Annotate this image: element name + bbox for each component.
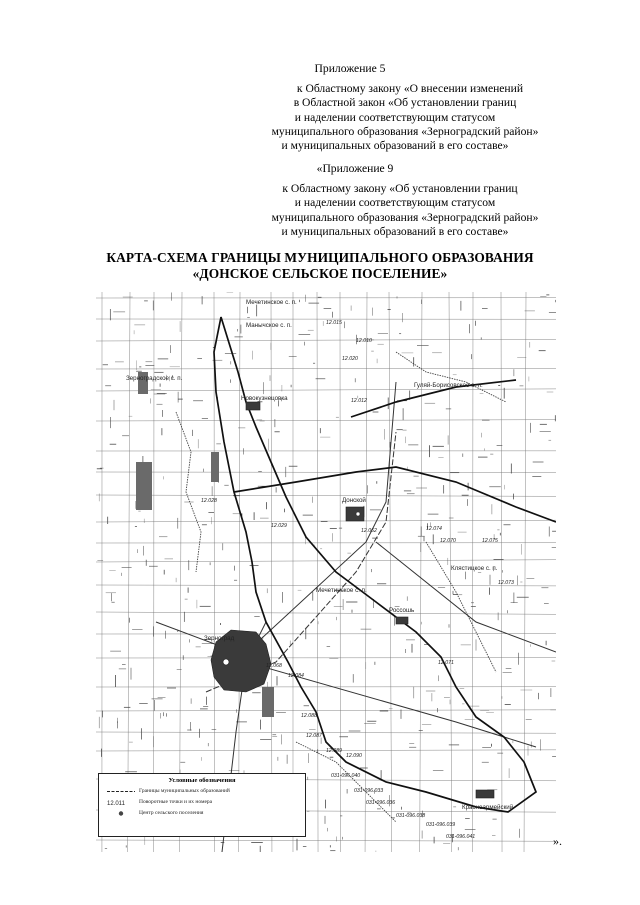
turning-point-label: 12.088	[301, 713, 317, 719]
boundary-line-icon	[107, 788, 135, 795]
turning-point-label: 12.015	[326, 320, 342, 326]
legend-title: Условные обозначения	[168, 777, 236, 784]
road	[376, 542, 556, 652]
turning-point-label: 12.084	[288, 673, 304, 679]
annex-5-line: к Областному закону «О внесении изменений	[296, 82, 524, 96]
road	[236, 382, 396, 662]
turning-point-label: 031-096.039	[426, 822, 456, 828]
legend-item	[99, 787, 305, 798]
turning-point-label: 031-096.036	[366, 800, 396, 806]
center-marker	[356, 512, 360, 516]
field-line	[317, 292, 318, 852]
field-line	[420, 292, 422, 852]
map-place-label: Мечетинское с. п.	[246, 299, 297, 306]
map-title-line-1: КАРТА-СХЕМА ГРАНИЦЫ МУНИЦИПАЛЬНОГО ОБРАЗОВАНИЯ	[106, 250, 534, 265]
annex-9-line: и наделении соответствующим статусом	[294, 196, 496, 210]
turning-point-label: 12.010	[356, 338, 372, 344]
stream	[396, 352, 506, 402]
settlement-krasnoarmeysky	[476, 790, 494, 798]
map-place-label: Зерноград	[204, 635, 235, 642]
municipal-boundary	[214, 317, 556, 812]
turning-point-label: 12.071	[438, 660, 454, 666]
svg-text:12.011: 12.011	[107, 801, 125, 806]
settlement-novokuznetsovka	[246, 402, 260, 410]
map-place-label: Гуляй-Борисовское с. п.	[414, 382, 483, 389]
turning-point-label: 12.062	[361, 528, 377, 534]
field-line	[501, 292, 502, 852]
map-title-line-2: «ДОНСКОЕ СЕЛЬСКОЕ ПОСЕЛЕНИЕ»	[192, 266, 448, 281]
turning-point-label: 12.090	[346, 753, 362, 759]
settlements	[211, 402, 494, 798]
center-marker	[223, 659, 229, 665]
map-place-label: Клястицкое с. п.	[451, 565, 498, 572]
turning-point-label: 12.087	[306, 733, 322, 739]
field-line	[96, 840, 556, 841]
map-place-label: Мечетинское с. п.	[316, 587, 367, 594]
boundary-map	[96, 292, 556, 852]
turning-point-label: 12.028	[201, 498, 217, 504]
field-line	[96, 389, 556, 391]
annex-5-line: в Областной закон «Об установлении границ	[293, 96, 517, 110]
turning-point-label: 12.020	[342, 356, 358, 362]
turning-point-label: 12.075	[482, 538, 498, 544]
field-line	[96, 612, 556, 614]
shaded-field	[211, 452, 219, 482]
turning-point-label: 031-096.033	[354, 788, 384, 794]
shaded-field	[262, 687, 274, 717]
turning-point-label: 12.029	[271, 523, 287, 529]
annex-5-line: и муниципальных образований в его составе»	[281, 139, 509, 153]
annex-9-block	[0, 162, 640, 239]
field-line	[96, 339, 556, 341]
field-line	[96, 368, 556, 369]
map-legend	[98, 773, 306, 837]
map-place-label: Манычское с. п.	[246, 322, 292, 329]
field-line	[96, 472, 556, 473]
center-dot-icon	[107, 810, 135, 817]
field-line	[449, 292, 452, 852]
shaded-field	[136, 462, 152, 510]
annex-9-line: к Областному закону «Об установлении границ	[282, 182, 518, 196]
map-place-label: Россошь	[389, 607, 415, 614]
turning-point-label: 12.089	[326, 748, 342, 754]
turning-point-label: 12.074	[426, 526, 442, 532]
legend-item	[99, 798, 305, 809]
annex-9-line: муниципального образования «Зерноградский район»	[271, 210, 539, 224]
annex-5-block	[0, 62, 640, 153]
field-line	[389, 292, 392, 852]
map-place-label: Красноармейский	[462, 804, 514, 811]
annex-5-title: Приложение 5	[314, 62, 386, 75]
turning-point-label: 12.068	[266, 663, 282, 669]
stream	[176, 412, 201, 572]
turning-point-label: 031-096.040	[331, 773, 361, 779]
turning-point-label: 031-096.041	[446, 834, 476, 840]
legend-item-label: Границы муниципальных образований	[139, 788, 230, 794]
point-number-icon	[107, 799, 135, 806]
settlement-donskoy	[346, 507, 364, 521]
annex-9-line: и муниципальных образований в его составе»	[281, 224, 509, 238]
map-place-label: Донской	[342, 497, 366, 504]
turning-point-label: 12.012	[351, 398, 367, 404]
annex-5-line: муниципального образования «Зерноградский район»	[271, 124, 539, 138]
turning-point-label: 12.073	[498, 580, 514, 586]
annex-9-title: «Приложение 9	[316, 162, 394, 175]
boundary-line	[234, 467, 556, 522]
settlement-rossosh	[396, 617, 408, 624]
map-labels	[126, 299, 514, 840]
map-title	[0, 250, 640, 282]
closing-mark: ».	[553, 834, 562, 848]
turning-point-label: 12.070	[440, 538, 456, 544]
field-line	[271, 292, 272, 852]
map-place-label: Зерноградское с. п.	[126, 375, 183, 382]
field-line	[96, 585, 556, 586]
turning-point-label: 031-096.038	[396, 813, 426, 819]
map-place-label: Новокузнецовка	[241, 395, 288, 402]
legend-item-label: Поворотные точки и их номера	[139, 799, 213, 805]
annex-5-line: и наделении соответствующим статусом	[294, 110, 496, 124]
legend-item	[99, 809, 305, 820]
legend-item-label: Центр сельского поселения	[139, 810, 204, 816]
